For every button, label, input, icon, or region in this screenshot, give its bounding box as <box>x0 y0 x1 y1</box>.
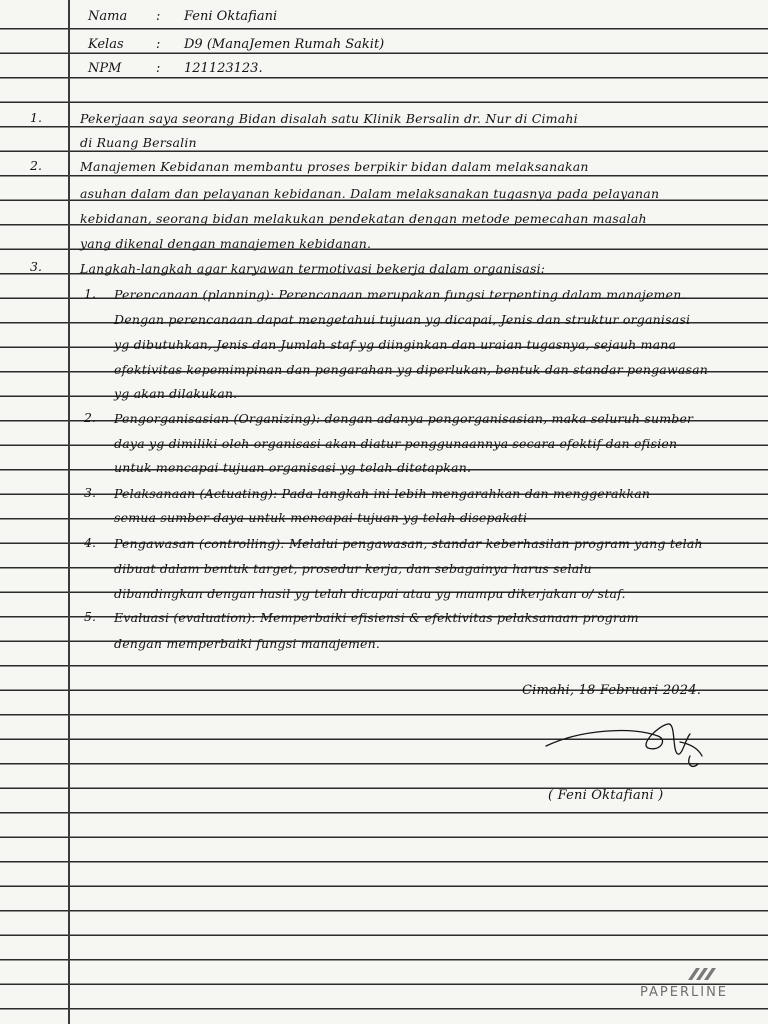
step-1-line: efektivitas kepemimpinan dan pengarahan yg diperlukan, bentuk dan standar pengawasan <box>114 362 709 377</box>
answer-2-line: asuhan dalam dan pelayanan kebidanan. Dalam melaksanakan tugasnya pada pelayanan <box>80 186 660 201</box>
step-1-line: Perencanaan (planning): Perencanaan merupakan fungsi terpenting dalam manajemen. <box>114 287 686 302</box>
step-5-line: dengan memperbaiki fungsi manajemen. <box>114 636 381 651</box>
npm-value: 121123123. <box>184 61 263 76</box>
name-label: Nama <box>88 9 128 24</box>
signature-image <box>540 712 720 782</box>
step-1-line: yg akan dilakukan. <box>114 386 238 401</box>
place-date: Cimahi, 18 Februari 2024. <box>522 683 702 698</box>
step-2-line: daya yg dimiliki oleh organisasi akan diatur penggunaannya secara efektif dan efisien <box>114 436 678 451</box>
signer-name: ( Feni Oktafiani ) <box>548 788 664 803</box>
step-5-number: 5. <box>84 609 96 624</box>
answer-3-intro: Langkah-langkah agar karyawan termotivasi bekerja dalam organisasi: <box>80 261 546 276</box>
answer-2-line: kebidanan, seorang bidan melakukan pendekatan dengan metode pemecahan masalah <box>80 211 647 226</box>
answer-1-number: 1. <box>30 110 42 125</box>
paperline-logo-icon <box>686 966 718 982</box>
step-1-line: Dengan perencanaan dapat mengetahui tujuan yg dicapai, Jenis dan struktur organisasi <box>114 312 691 327</box>
name-value: Feni Oktafiani <box>184 9 278 24</box>
step-3-line: semua sumber daya untuk mencapai tujuan yg telah disepakati <box>114 510 528 525</box>
step-2-number: 2. <box>84 410 96 425</box>
step-2-line: Pengorganisasian (Organizing): dengan adanya pengorganisasian, maka seluruh sumber <box>114 411 694 426</box>
class-label: Kelas <box>88 37 124 52</box>
step-3-line: Pelaksanaan (Actuating): Pada langkah ini lebih mengarahkan dan menggerakkan <box>114 486 651 501</box>
step-4-line: dibandingkan dengan hasil yg telah dicapai atau yg mampu dikerjakan o/ staf. <box>114 586 626 601</box>
answer-3-number: 3. <box>30 259 42 274</box>
step-5-line: Evaluasi (evaluation): Memperbaiki efisiensi & efektivitas pelaksanaan program <box>114 610 639 625</box>
step-2-line: untuk mencapai tujuan organisasi yg telah ditetapkan. <box>114 460 472 475</box>
step-1-number: 1. <box>84 286 96 301</box>
answer-1-line: di Ruang Bersalin <box>80 135 197 150</box>
step-1-line: yg dibutuhkan, Jenis dan Jumlah staf yg diinginkan dan uraian tugasnya, sejauh mana <box>114 337 677 352</box>
answer-2-number: 2. <box>30 158 42 173</box>
answer-1-line: Pekerjaan saya seorang Bidan disalah satu Klinik Bersalin dr. Nur di Cimahi <box>80 111 578 126</box>
brand-name: PAPERLINE <box>640 985 729 1000</box>
step-4-line: Pengawasan (controlling): Melalui pengawasan, standar keberhasilan program yang telah <box>114 536 703 551</box>
npm-label: NPM <box>88 61 122 76</box>
answer-2-line: Manajemen Kebidanan membantu proses berpikir bidan dalam melaksanakan <box>80 159 589 174</box>
answer-2-line: yang dikenal dengan manajemen kebidanan. <box>80 236 372 251</box>
npm-colon: : <box>156 61 161 76</box>
name-colon: : <box>156 9 161 24</box>
step-4-line: dibuat dalam bentuk target, prosedur kerja, dan sebagainya harus selalu <box>114 561 592 576</box>
class-colon: : <box>156 37 161 52</box>
margin-line <box>68 0 70 1024</box>
step-4-number: 4. <box>84 535 96 550</box>
step-3-number: 3. <box>84 485 96 500</box>
class-value: D9 (ManaJemen Rumah Sakit) <box>184 37 385 52</box>
